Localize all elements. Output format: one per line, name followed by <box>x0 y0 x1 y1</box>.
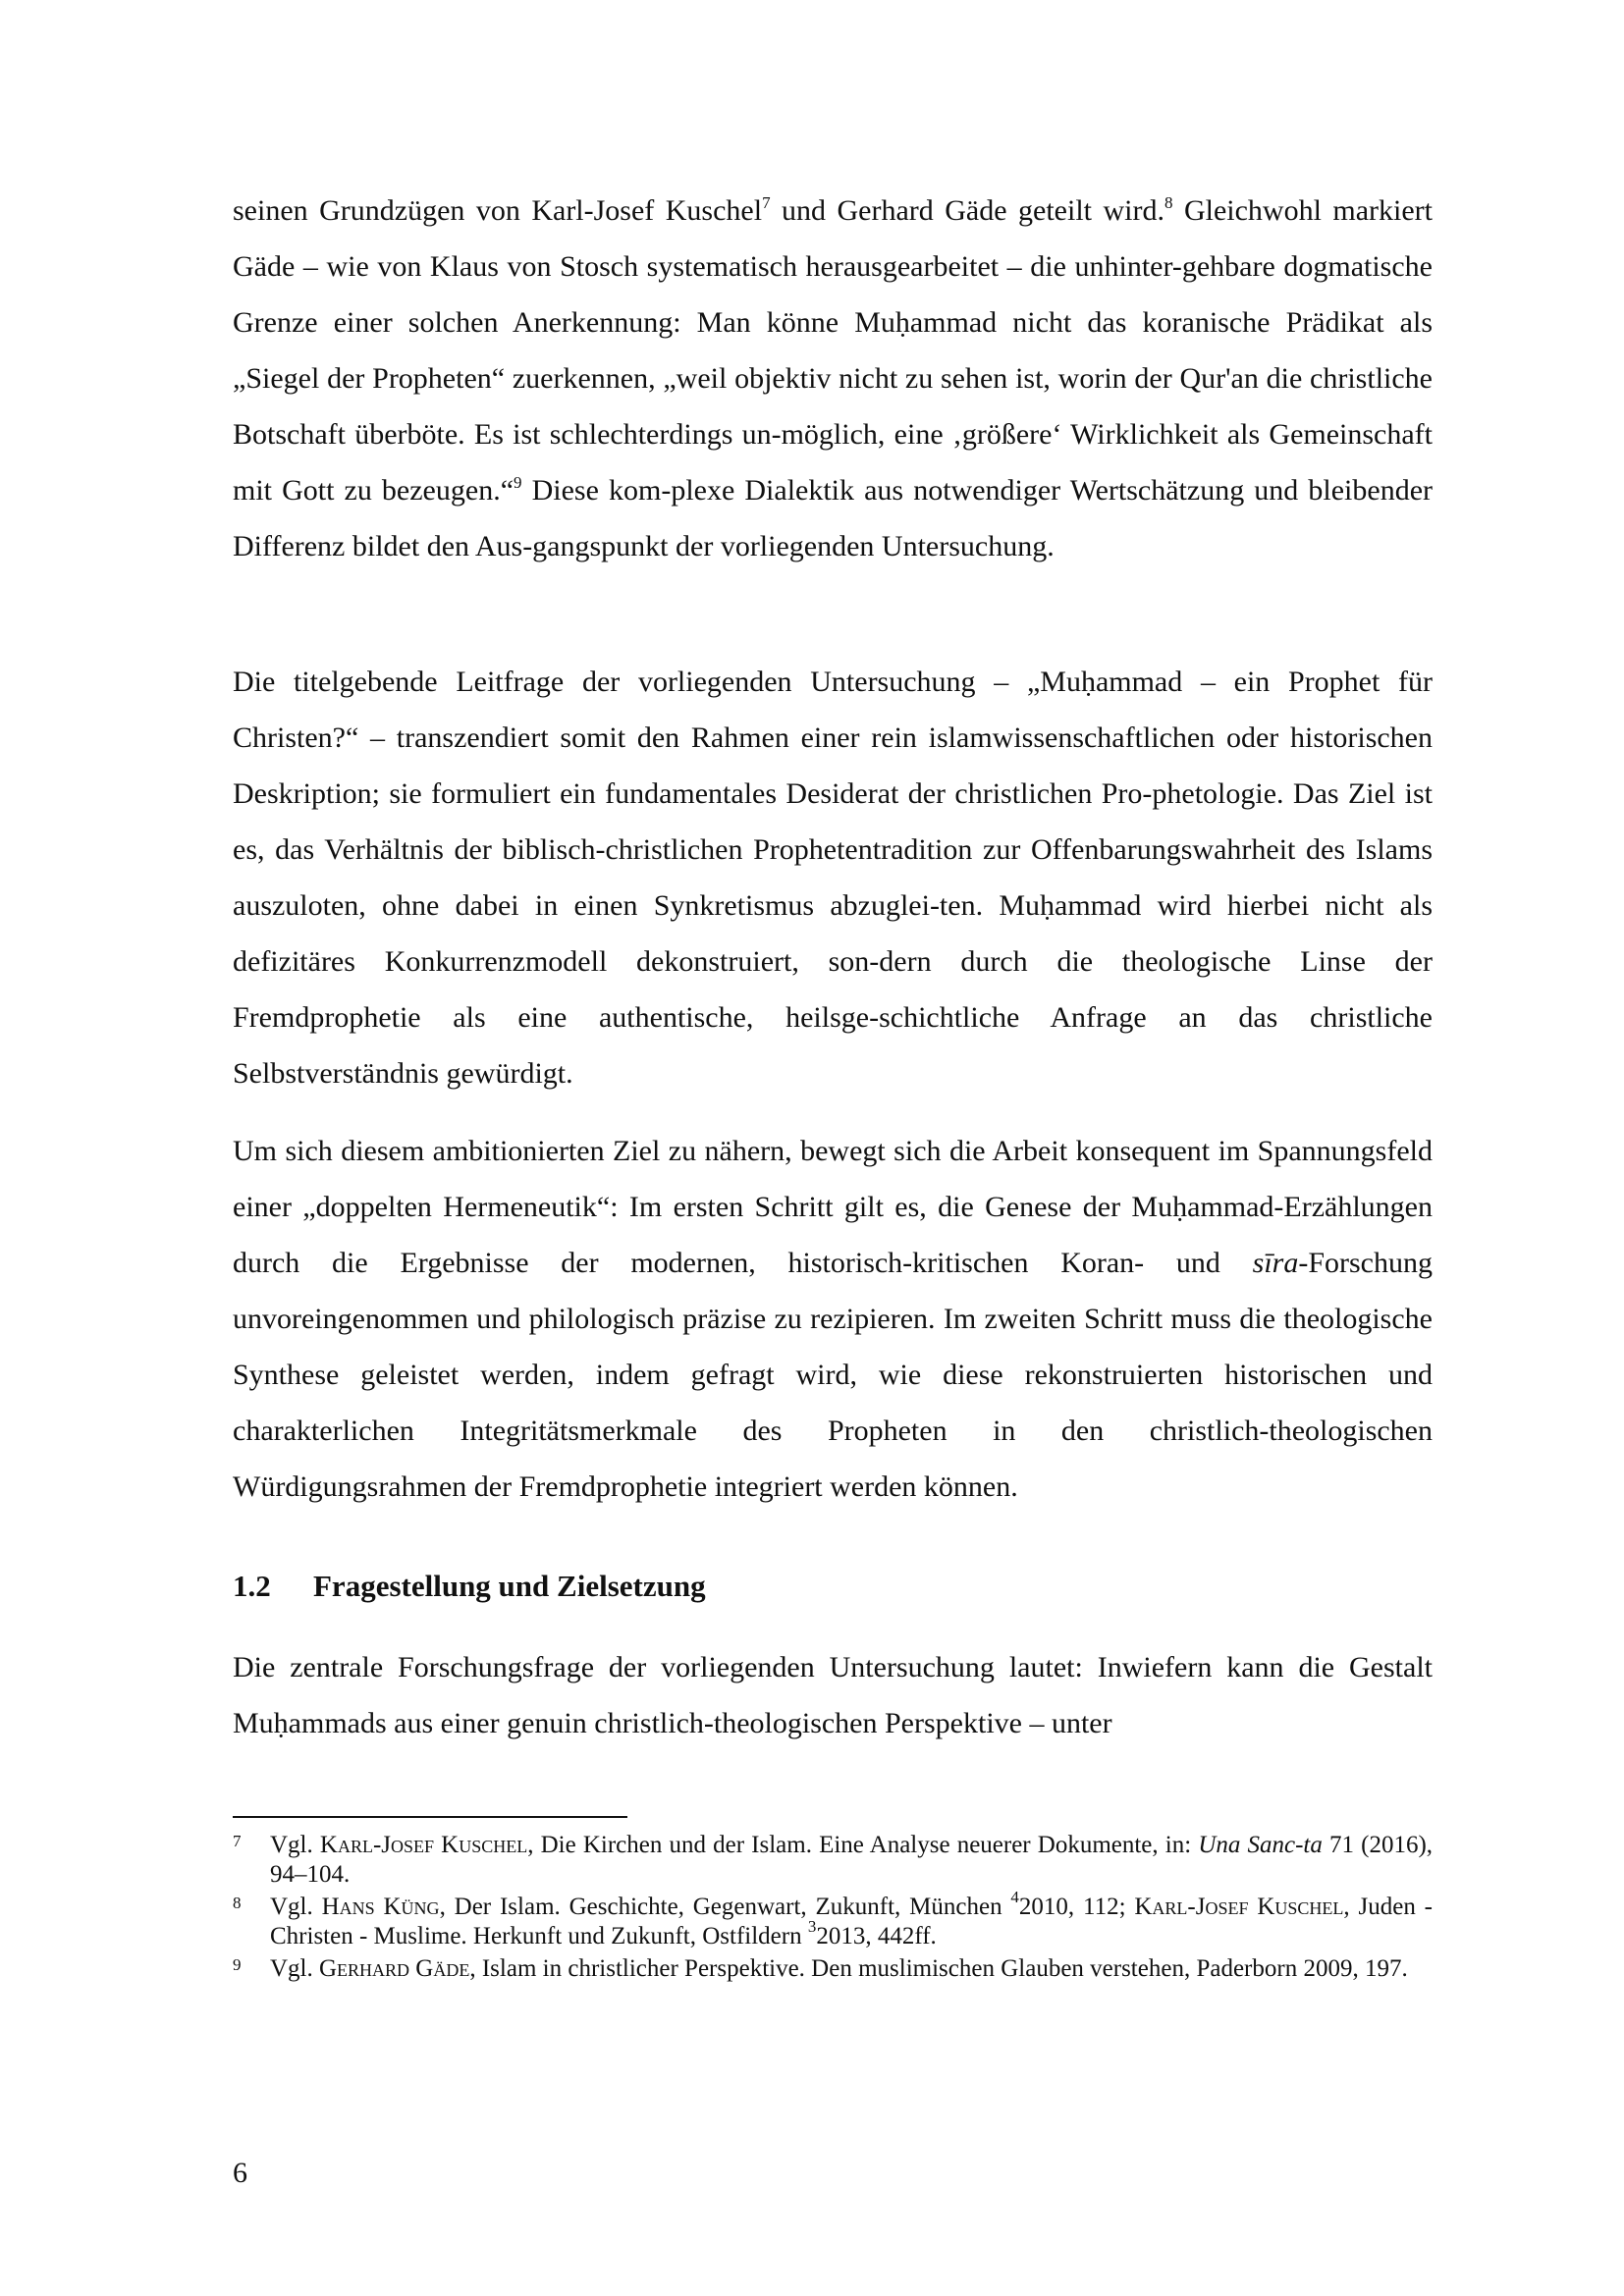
paragraph-1-part-d: Diese kom-plexe Dialektik aus notwendiger Wertschätzung und bleibender Differenz bildet den Aus-gangspunkt der vorliegenden Untersuchung. <box>233 474 1433 562</box>
paragraph-1-part-b: und Gerhard Gäde geteilt wird. <box>770 194 1164 227</box>
footnote-separator <box>233 1816 627 1818</box>
footnote-author: Karl-Josef Kuschel <box>1134 1894 1344 1920</box>
paragraph-1-part-a: seinen Grundzügen von Karl-Josef Kuschel <box>233 194 763 227</box>
section-heading <box>233 1569 706 1604</box>
footnote-9 <box>233 1954 1433 1984</box>
footnote-text: 2013, 442ff. <box>816 1923 937 1949</box>
section-title: Fragestellung und Zielsetzung <box>313 1569 706 1603</box>
paragraph-1 <box>233 183 1433 574</box>
footnote-text: 2010, 112; <box>1018 1894 1135 1920</box>
section-number: 1.2 <box>233 1569 271 1603</box>
paragraph-3 <box>233 1123 1433 1515</box>
edition-number: 3 <box>807 1917 817 1936</box>
paragraph-1-part-c: Gleichwohl markiert Gäde – wie von Klaus von Stosch systematisch herausgearbeitet – die unhinter-gehbare dogmatische Grenze einer solchen Anerkennung: Man könne Muḥammad nicht das koranische Prädikat als „Siegel der Propheten“ zuerkennen, „weil objektiv nicht zu sehen ist, worin der Qur'an die christliche Botschaft überböte. Es ist schlechterdings un-möglich, eine ‚größere‘ Wirklichkeit als Gemeinschaft mit Gott zu bezeugen.“ <box>233 194 1433 507</box>
footnote-text: 71 (2016), 94–104. <box>270 1832 1434 1888</box>
footnote-author: Gerhard Gäde <box>319 1955 470 1982</box>
paragraph-4: Die zentrale Forschungsfrage der vorliegenden Untersuchung lautet: Inwiefern kann die Gestalt Muḥammads aus einer genuin christlich-theologischen Perspektive – unter <box>233 1651 1433 1739</box>
footnote-text: , Islam in christlicher Perspektive. Den muslimischen Glauben verstehen, Paderborn 2009, 197. <box>469 1955 1408 1982</box>
footnote-7 <box>233 1831 1433 1890</box>
edition-number: 4 <box>1010 1888 1019 1906</box>
footnote-ref-9[interactable]: 9 <box>514 473 522 492</box>
footnote-number: 8 <box>233 1894 242 1912</box>
footnote-journal: Una Sanc-ta <box>1198 1832 1323 1858</box>
footnote-text: Vgl. <box>270 1894 322 1920</box>
paragraph-3-italic-term: sīra <box>1252 1247 1299 1279</box>
footnote-number: 9 <box>233 1955 242 1974</box>
footnote-text: Vgl. <box>270 1832 320 1858</box>
footnote-8 <box>233 1888 1433 1951</box>
paragraph-3-part-a: Um sich diesem ambitionierten Ziel zu nähern, bewegt sich die Arbeit konsequent im Spannungsfeld einer „doppelten Hermeneutik“: Im ersten Schritt gilt es, die Genese der Muḥammad-Erzählungen durch die Ergebnisse der modernen, historisch-kritischen Koran- und <box>233 1135 1433 1279</box>
page-number: 6 <box>233 2157 247 2189</box>
footnote-text: , Der Islam. Geschichte, Gegenwart, Zukunft, München <box>439 1894 1011 1920</box>
footnote-ref-7[interactable]: 7 <box>762 193 771 212</box>
footnote-ref-8[interactable]: 8 <box>1164 193 1173 212</box>
footnote-author: Karl-Josef Kuschel <box>319 1832 528 1858</box>
paragraph-2: Die titelgebende Leitfrage der vorliegenden Untersuchung – „Muḥammad – ein Prophet für Christen?“ – transzendiert somit den Rahmen einer rein islamwissenschaftlichen oder historischen Deskription; sie formuliert ein fundamentales Desiderat der christlichen Pro-phetologie. Das Ziel ist es, das Verhältnis der biblisch-christlichen Prophetentradition zur Offenbarungswahrheit des Islams auszuloten, ohne dabei in einen Synkretismus abzuglei-ten. Muḥammad wird hierbei nicht als defizitäres Konkurrenzmodell dekonstruiert, son-dern durch die theologische Linse der Fremdprophetie als eine authentische, heilsge-schichtliche Anfrage an das christliche Selbstverständnis gewürdigt. <box>233 666 1433 1090</box>
footnote-number: 7 <box>233 1832 242 1850</box>
footnote-author: Hans Küng <box>321 1894 440 1920</box>
paragraph-3-part-b: -Forschung unvoreingenommen und philologisch präzise zu rezipieren. Im zweiten Schritt muss die theologische Synthese geleistet werden, indem gefragt wird, wie diese rekonstruierten historischen und charakterlichen Integritätsmerkmale des Propheten in den christlich-theologischen Würdigungsrahmen der Fremdprophetie integriert werden können. <box>233 1247 1433 1503</box>
footnote-text: , Die Kirchen und der Islam. Eine Analyse neuerer Dokumente, in: <box>527 1832 1199 1858</box>
footnote-text: Vgl. <box>270 1955 319 1982</box>
footnote-text: , Juden - Christen - Muslime. Herkunft und Zukunft, Ostfildern <box>270 1894 1433 1949</box>
footnotes <box>233 1831 1433 1987</box>
